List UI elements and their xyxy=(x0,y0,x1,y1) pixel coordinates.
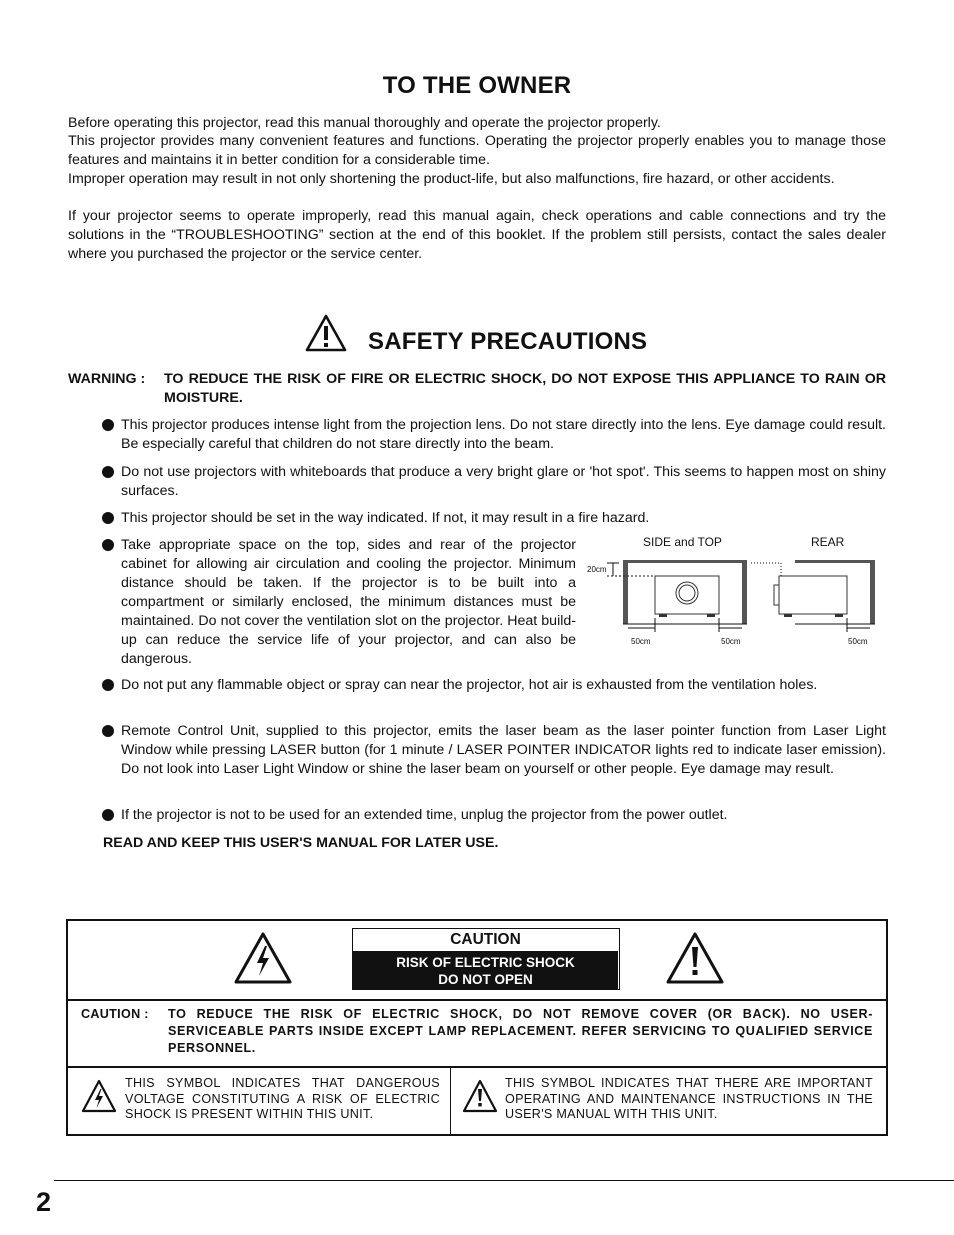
caution-text-label: CAUTION : xyxy=(81,1007,149,1021)
exclamation-small-icon xyxy=(461,1078,499,1114)
bullet-dot-icon xyxy=(102,679,114,691)
keep-manual-note: READ AND KEEP THIS USER'S MANUAL FOR LATER USE. xyxy=(103,835,499,851)
symbol-voltage-text: THIS SYMBOL INDICATES THAT DANGEROUS VOLTAGE CONSTITUTING A RISK OF ELECTRIC SHOCK IS PRESENT WITHIN THIS UNIT. xyxy=(125,1076,440,1122)
owner-paragraph-3: Improper operation may result in not only shortening the product-life, but also malfunctions, fire hazard, or other accidents. xyxy=(68,171,835,187)
owner-paragraph-1: Before operating this projector, read this manual thoroughly and operate the projector properly. xyxy=(68,115,661,131)
electric-shock-small-icon xyxy=(80,1078,118,1114)
caution-box-divider-v xyxy=(450,1066,451,1134)
caution-box-divider-2 xyxy=(68,1066,886,1068)
owner-title: TO THE OWNER xyxy=(382,72,572,99)
bullet-dot-icon xyxy=(102,419,114,431)
bullet-dot-icon xyxy=(102,466,114,478)
caution-box-divider-1 xyxy=(68,999,886,1001)
bullet-text: This projector produces intense light from the projection lens. Do not stare directly into the lens. Eye damage could result. Be especially careful that children do not stare directly into the beam. xyxy=(121,417,886,452)
diagram-right-gap-label: 50cm xyxy=(721,637,741,646)
page-number: 2 xyxy=(36,1187,52,1217)
bullet-text: Remote Control Unit, supplied to this projector, emits the laser beam as the laser pointer function from Laser Light Window while pressing LASER button (for 1 minute / LASER POINTER INDICATOR lights red to indicate laser emission). Do not look into Laser Light Window or shine the laser beam on yourself or other people. Eye damage may result. xyxy=(121,723,886,777)
caution-label-title: CAUTION xyxy=(450,931,521,948)
caution-label-line1: RISK OF ELECTRIC SHOCK xyxy=(396,955,575,970)
warning-triangle-icon xyxy=(304,313,348,353)
bullet-text: This projector should be set in the way indicated. If not, it may result in a fire hazard. xyxy=(121,510,650,526)
caution-label-line2: DO NOT OPEN xyxy=(438,972,533,987)
bullet-text: Take appropriate space on the top, sides and rear of the projector cabinet for allowing air circulation and cooling the projector. Minimum distance should be taken. If the projector is to be built into a compartment or similarly enclosed, the minimum distances must be maintained. Do not cover the ventilation slot on the projector. Heat build-up can reduce the service life of your projector, and can also be dangerous. xyxy=(121,537,576,667)
bullet-dot-icon xyxy=(102,725,114,737)
diagram-left-gap-label: 50cm xyxy=(631,637,651,646)
symbol-instructions-text: THIS SYMBOL INDICATES THAT THERE ARE IMPORTANT OPERATING AND MAINTENANCE INSTRUCTIONS IN THE USER'S MANUAL WITH THIS UNIT. xyxy=(505,1076,873,1122)
exclamation-triangle-icon xyxy=(664,930,726,986)
electric-shock-icon xyxy=(232,930,294,986)
diagram-rear-gap-label: 50cm xyxy=(848,637,868,646)
safety-title: SAFETY PRECAUTIONS xyxy=(368,328,648,355)
diagram-side-top-label: SIDE and TOP xyxy=(643,535,722,549)
owner-paragraph-4: If your projector seems to operate improperly, read this manual again, check operations and cable connections and try the solutions in the “TROUBLESHOOTING” section at the end of this booklet. If the problem still persists, contact the sales dealer where you purchased the projector or the service center. xyxy=(68,208,886,262)
caution-text: TO REDUCE THE RISK OF ELECTRIC SHOCK, DO NOT REMOVE COVER (OR BACK). NO USER-SERVICEABLE PARTS INSIDE EXCEPT LAMP REPLACEMENT. REFER SERVICING TO QUALIFIED SERVICE PERSONNEL. xyxy=(168,1007,873,1055)
warning-text: TO REDUCE THE RISK OF FIRE OR ELECTRIC SHOCK, DO NOT EXPOSE THIS APPLIANCE TO RAIN OR MOISTURE. xyxy=(164,371,886,406)
bullet-dot-icon xyxy=(102,809,114,821)
bullet-text: If the projector is not to be used for an extended time, unplug the projector from the power outlet. xyxy=(121,807,728,823)
bullet-dot-icon xyxy=(102,539,114,551)
footer-rule xyxy=(54,1180,954,1181)
bullet-text: Do not use projectors with whiteboards that produce a very bright glare or 'hot spot'. This seems to happen most on shiny surfaces. xyxy=(121,464,886,499)
caution-label-panel xyxy=(352,928,620,990)
bullet-text: Do not put any flammable object or spray can near the projector, hot air is exhausted from the ventilation holes. xyxy=(121,677,818,693)
clearance-diagram xyxy=(585,552,885,650)
diagram-top-gap-label: 20cm xyxy=(587,565,607,574)
diagram-rear-label: REAR xyxy=(811,535,845,549)
warning-label: WARNING : xyxy=(68,371,146,387)
bullet-dot-icon xyxy=(102,512,114,524)
owner-paragraph-2: This projector provides many convenient features and functions. Operating the projector properly enables you to manage those features and maintains it in better condition for a considerable time. xyxy=(68,133,886,168)
